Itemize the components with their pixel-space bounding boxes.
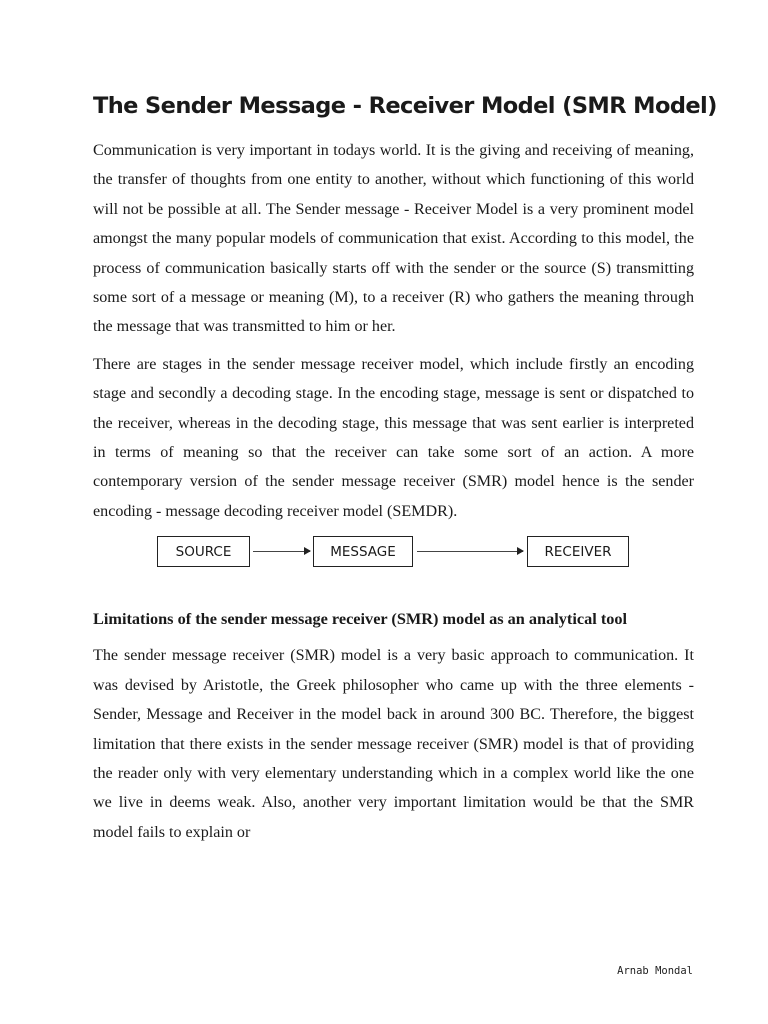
source-box: SOURCE: [157, 536, 250, 567]
page-title: The Sender Message - Receiver Model (SMR Model): [93, 93, 717, 119]
arrow-source-to-message: [253, 551, 310, 552]
arrow-message-to-receiver: [417, 551, 523, 552]
message-box: MESSAGE: [313, 536, 413, 567]
author-footer: Arnab Mondal: [617, 965, 693, 977]
intro-paragraph: Communication is very important in todays world. It is the giving and receiving of meaning, the transfer of thoughts from one entity to another, without which functioning of this world will not be possible at all. The Sender message - Receiver Model is a very prominent model amongst the many popular models of communication that exist. According to this model, the process of communication basically starts off with the sender or the source (S) transmitting some sort of a message or meaning (M), to a receiver (R) who gathers the meaning through the message that was transmitted to him or her.: [93, 142, 694, 336]
limitations-paragraph: The sender message receiver (SMR) model is a very basic approach to communication. It was devised by Aristotle, the Greek philosopher who came up with the three elements - Sender, Message and Receiver in the model back in around 300 BC. Therefore, the biggest limitation that there exists in the sender message receiver (SMR) model is that of providing the reader only with very elementary understanding which in a complex world like the one we live in deems weak. Also, another very important limitation would be that the SMR model fails to explain or: [93, 647, 694, 841]
smr-diagram: [93, 536, 694, 604]
stages-paragraph: There are stages in the sender message receiver model, which include firstly an encoding stage and secondly a decoding stage. In the encoding stage, message is sent or dispatched to the receiver, whereas in the decoding stage, this message that was sent earlier is interpreted in terms of meaning so that the receiver can take some sort of an action. A more contemporary version of the sender message receiver (SMR) model hence is the sender encoding - message decoding receiver model (SEMDR).: [93, 355, 694, 520]
document-page: [93, 88, 717, 855]
receiver-box: RECEIVER: [527, 536, 629, 567]
limitations-heading: Limitations of the sender message receiver (SMR) model as an analytical tool: [93, 609, 628, 629]
